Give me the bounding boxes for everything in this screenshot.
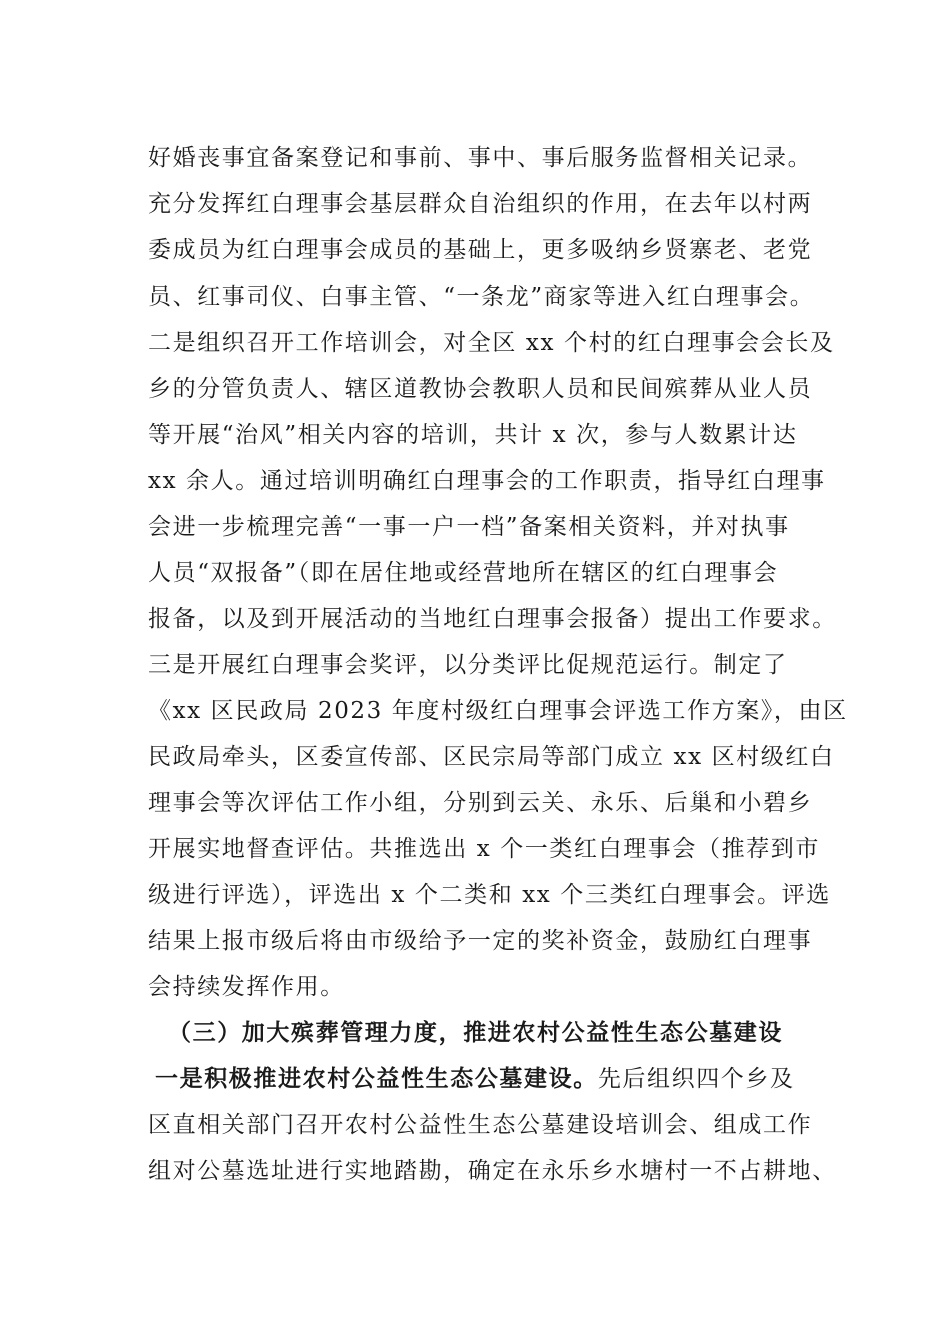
body-text-line: 区直相关部门召开农村公益性生态公墓建设培训会、组成工作 <box>148 1112 813 1138</box>
body-text-line: 会进一步梳理完善“一事一户一档”备案相关资料，并对执事 <box>148 514 790 540</box>
body-text-line: 三是开展红白理事会奖评，以分类评比促规范运行。制定了 <box>148 652 788 678</box>
body-text-line: 级进行评选），评选出 x 个二类和 xx 个三类红白理事会。评选 <box>148 882 831 908</box>
lead-sentence: 一是积极推进农村公益性生态公墓建设。 <box>155 1065 598 1092</box>
body-text-line: 充分发挥红白理事会基层群众自治组织的作用，在去年以村两 <box>148 191 813 217</box>
body-text-line: 人员“双报备”（即在居住地或经营地所在辖区的红白理事会 <box>148 560 779 586</box>
body-text-line: xx 余人。通过培训明确红白理事会的工作职责，指导红白理事 <box>148 468 826 494</box>
body-text-span: 先后组织四个乡及 <box>597 1066 795 1092</box>
body-text-line: 二是组织召开工作培训会，对全区 xx 个村的红白理事会会长及 <box>148 330 835 356</box>
body-text-line: 开展实地督查评估。共推选出 x 个一类红白理事会（推荐到市 <box>148 836 820 862</box>
body-text-line: 组对公墓选址进行实地踏勘，确定在永乐乡水塘村一不占耕地、 <box>148 1158 837 1184</box>
body-text-line: 结果上报市级后将由市级给予一定的奖补资金，鼓励红白理事 <box>148 928 813 954</box>
body-text-line: 《xx 区民政局 2023 年度村级红白理事会评选工作方案》，由区 <box>148 698 848 724</box>
body-text-line: 报备，以及到开展活动的当地红白理事会报备）提出工作要求。 <box>148 606 837 632</box>
body-text-line: 理事会等次评估工作小组，分别到云关、永乐、后巢和小碧乡 <box>148 790 813 816</box>
body-text-line <box>155 1063 835 1095</box>
body-text-line: 等开展“治风”相关内容的培训，共计 x 次，参与人数累计达 <box>148 422 798 448</box>
section-heading: （三）加大殡葬管理力度，推进农村公益性生态公墓建设 <box>168 1019 783 1046</box>
body-text-line: 民政局牵头，区委宣传部、区民宗局等部门成立 xx 区村级红白 <box>148 744 835 770</box>
body-text-line: 好婚丧事宜备案登记和事前、事中、事后服务监督相关记录。 <box>148 145 813 171</box>
body-text-line: 委成员为红白理事会成员的基础上，更多吸纳乡贤寨老、老党 <box>148 237 813 263</box>
body-text-line: 员、红事司仪、白事主管、“一条龙”商家等进入红白理事会。 <box>148 284 815 310</box>
body-text-line: 乡的分管负责人、辖区道教协会教职人员和民间殡葬从业人员 <box>148 376 813 402</box>
body-text-line: 会持续发挥作用。 <box>148 974 345 1000</box>
